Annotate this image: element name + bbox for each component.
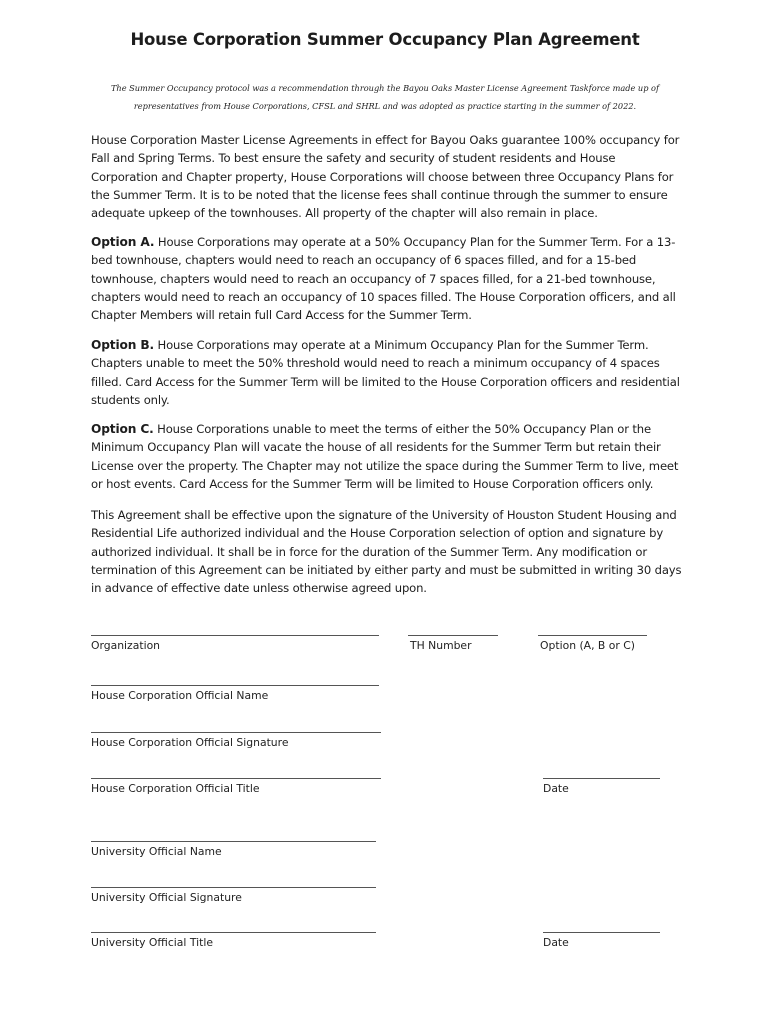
option-b-paragraph [91, 336, 683, 409]
date-1-line[interactable] [543, 778, 660, 779]
th-number-label: TH Number [410, 639, 472, 652]
subtitle-line-1: The Summer Occupancy protocol was a recommendation through the Bayou Oaks Master License Agreement Taskforce made up of [110, 83, 660, 93]
document-title: House Corporation Summer Occupancy Plan Agreement [130, 30, 640, 49]
option-a-label: Option A. [91, 235, 155, 249]
option-b-label: Option B. [91, 338, 154, 352]
univ-official-name-line[interactable] [91, 841, 376, 842]
option-a-text: House Corporations may operate at a 50% Occupancy Plan for the Summer Term. For a 13-bed townhouse, chapters would need to reach an occupancy of 6 spaces filled, and for a 15-bed townhouse, chapters would need to reach an occupancy of 7 spaces filled, for a 21-bed townhouse, chapters would need to reach an occupancy of 10 spaces filled. The House Corporation officers, and all Chapter Members will retain full Card Access for the Summer Term. [91, 235, 676, 323]
univ-official-title-label: University Official Title [91, 936, 213, 949]
organization-label: Organization [91, 639, 161, 652]
hc-official-signature-label: House Corporation Official Signature [91, 736, 289, 749]
date-2-line[interactable] [543, 932, 660, 933]
document-subtitle [100, 79, 670, 115]
hc-official-title-line[interactable] [91, 778, 381, 779]
option-c-paragraph [91, 420, 683, 493]
subtitle-line-2: representatives from House Corporations, CFSL and SHRL and was adopted as practice starting in the summer of 2022. [133, 101, 637, 111]
univ-official-name-label: University Official Name [91, 845, 222, 858]
option-c-text: House Corporations unable to meet the terms of either the 50% Occupancy Plan or the Minimum Occupancy Plan will vacate the house of all residents for the Summer Term but retain their License over the property. The Chapter may not utilize the space during the Summer Term to live, meet or host events. Card Access for the Summer Term will be limited to House Corporation officers only. [91, 422, 679, 491]
hc-official-title-label: House Corporation Official Title [91, 782, 260, 795]
option-c-label: Option C. [91, 422, 154, 436]
date-1-label: Date [543, 782, 569, 795]
organization-line[interactable] [91, 635, 379, 636]
univ-official-signature-label: University Official Signature [91, 891, 242, 904]
hc-official-name-label: House Corporation Official Name [91, 689, 269, 702]
univ-official-signature-line[interactable] [91, 887, 376, 888]
hc-official-name-line[interactable] [91, 685, 379, 686]
closing-paragraph: This Agreement shall be effective upon the signature of the University of Houston Student Housing and Residential Life authorized individual and the House Corporation selection of option and signature by authorized individual. It shall be in force for the duration of the Summer Term. Any modification or termination of this Agreement can be initiated by either party and must be submitted in writing 30 days in advance of effective date unless otherwise agreed upon. [91, 508, 682, 596]
th-number-line[interactable] [408, 635, 498, 636]
option-line[interactable] [538, 635, 647, 636]
hc-official-signature-line[interactable] [91, 732, 381, 733]
intro-paragraph: House Corporation Master License Agreements in effect for Bayou Oaks guarantee 100% occupancy for Fall and Spring Terms. To best ensure the safety and security of student residents and House Corporation and Chapter property, House Corporations will choose between three Occupancy Plans for the Summer Term. It is to be noted that the license fees shall continue through the summer to ensure adequate upkeep of the townhouses. All property of the chapter will also remain in place. [91, 133, 680, 221]
option-a-paragraph [91, 233, 683, 324]
date-2-label: Date [543, 936, 569, 949]
option-label: Option (A, B or C) [540, 639, 635, 652]
option-b-text: House Corporations may operate at a Minimum Occupancy Plan for the Summer Term. Chapters unable to meet the 50% threshold would need to reach a minimum occupancy of 4 spaces filled. Card Access for the Summer Term will be limited to the House Corporation officers and residential students only. [91, 338, 680, 407]
univ-official-title-line[interactable] [91, 932, 376, 933]
